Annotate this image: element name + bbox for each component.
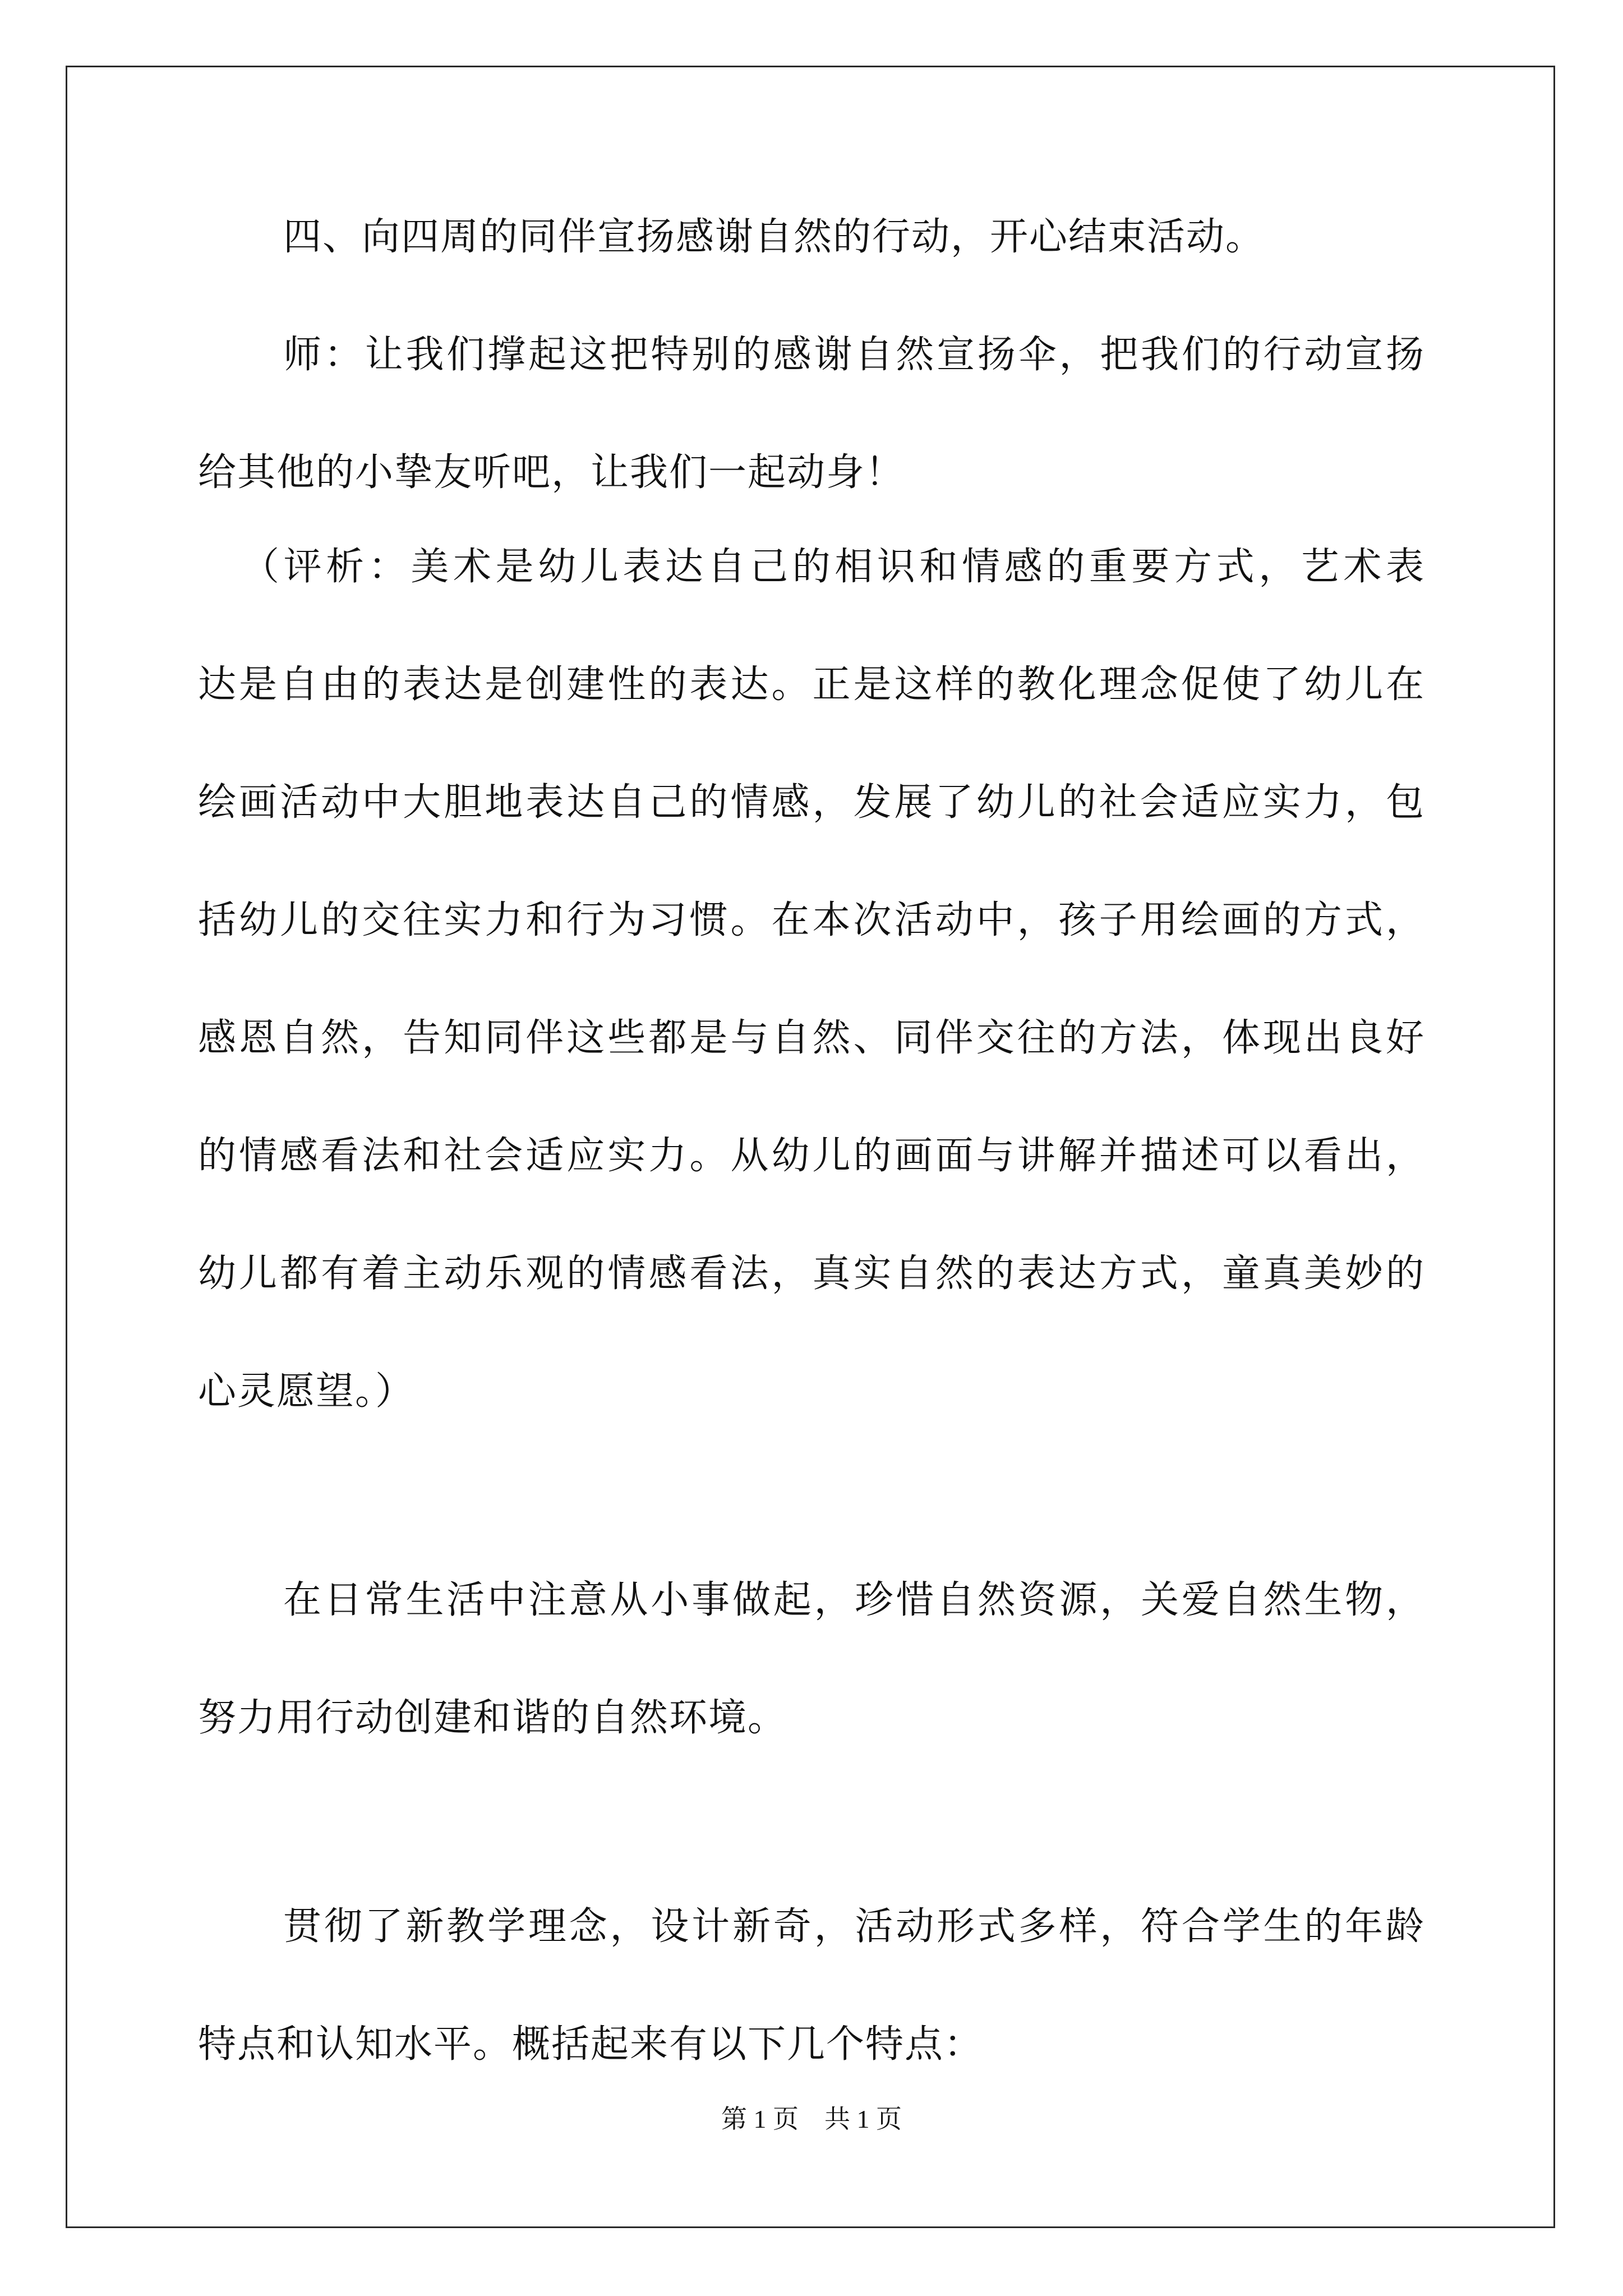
paragraph-line: 努力用行动创建和谐的自然环境。: [198, 1696, 787, 1740]
paragraph-line: 在日常生活中注意从小事做起，珍惜自然资源，关爱自然生物，: [283, 1578, 1425, 1622]
paragraph-line: 给其他的小挚友听吧，让我们一起动身！: [198, 450, 905, 495]
paragraph-line: （评析：美术是幼儿表达自己的相识和情感的重要方式，艺术表: [241, 545, 1425, 589]
paragraph-line: 贯彻了新教学理念，设计新奇，活动形式多样，符合学生的年龄: [283, 1904, 1425, 1949]
paragraph-line: 的情感看法和社会适应实力。从幼儿的画面与讲解并描述可以看出，: [198, 1134, 1425, 1178]
paragraph-line: 特点和认知水平。概括起来有以下几个特点：: [198, 2022, 984, 2067]
paragraph-line: 感恩自然，告知同伴这些都是与自然、同伴交往的方法，体现出良好: [198, 1016, 1425, 1060]
paragraph-line: 达是自由的表达是创建性的表达。正是这样的教化理念促使了幼儿在: [198, 662, 1425, 707]
page-number-footer: 第 1 页 共 1 页: [721, 2105, 902, 2133]
paragraph-line: 心灵愿望。）: [198, 1369, 415, 1414]
paragraph-line: 师：让我们撑起这把特别的感谢自然宣扬伞，把我们的行动宣扬: [283, 333, 1425, 377]
paragraph-line: 幼儿都有着主动乐观的情感看法，真实自然的表达方式，童真美妙的: [198, 1251, 1425, 1296]
paragraph-line: 四、向四周的同伴宣扬感谢自然的行动，开心结束活动。: [283, 215, 1265, 259]
paragraph-line: 括幼儿的交往实力和行为习惯。在本次活动中，孩子用绘画的方式，: [198, 898, 1425, 942]
paragraph-line: 绘画活动中大胆地表达自己的情感，发展了幼儿的社会适应实力，包: [198, 780, 1425, 825]
